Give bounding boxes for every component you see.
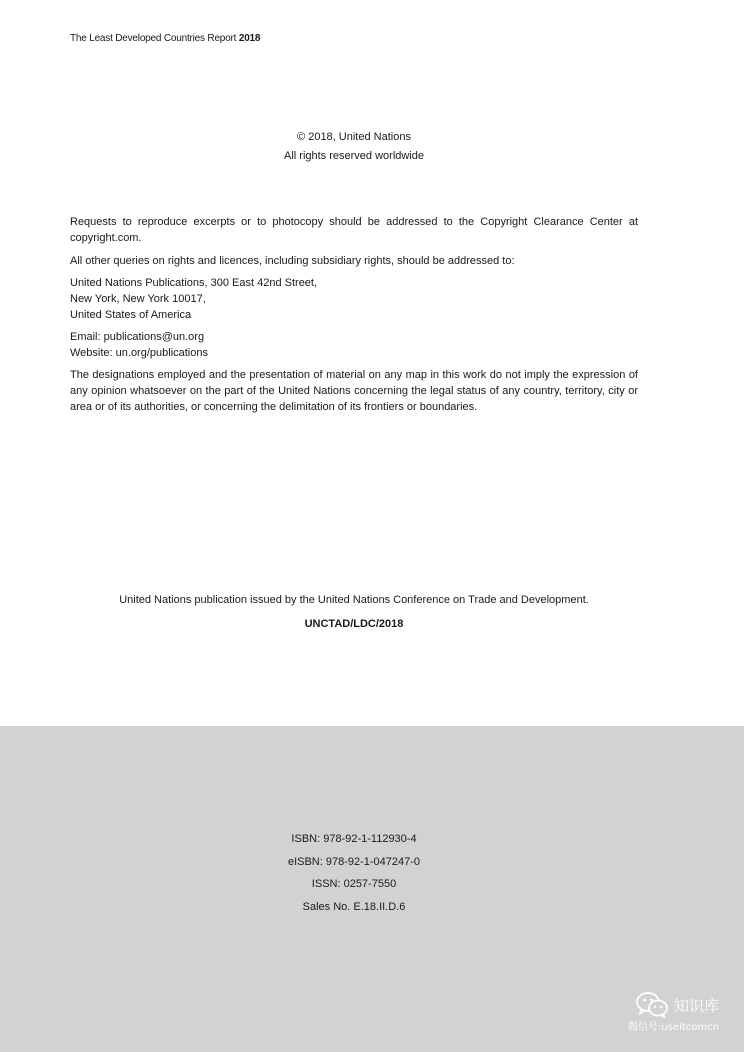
watermark-account: 微信号:useitcomcn <box>628 1022 719 1033</box>
sales-number: Sales No. E.18.II.D.6 <box>302 901 406 914</box>
rights-reserved-line: All rights reserved worldwide <box>284 150 424 162</box>
isbn: ISBN: 978-92-1-112930-4 <box>291 833 417 845</box>
reproduction-requests-paragraph <box>70 214 638 246</box>
publication-identifiers <box>0 828 708 919</box>
other-queries-text: All other queries on rights and licences, including subsidiary rights, should be addressed to: <box>70 255 515 267</box>
watermark <box>622 988 732 1038</box>
address-line: New York, New York 10017, <box>70 293 206 305</box>
eisbn: eISBN: 978-92-1-047247-0 <box>287 855 421 868</box>
issn: ISSN: 0257-7550 <box>311 878 397 891</box>
document-symbol: UNCTAD/LDC/2018 <box>304 618 404 630</box>
email-line: Email: publications@un.org <box>70 331 205 343</box>
address-line: United Nations Publications, 300 East 42nd Street, <box>70 277 318 289</box>
designations-disclaimer <box>70 367 638 415</box>
other-queries-paragraph <box>70 253 638 269</box>
reproduction-requests-text: Requests to reproduce excerpts or to photocopy should be addressed to the Copyright Clearance Center at copyright.com. <box>70 216 638 244</box>
designations-text: The designations employed and the presentation of material on any map in this work do not imply the expression of any opinion whatsoever on the part of the United Nations concerning the legal status of any country, territory, city or area or of its authorities, or concerning the delimitation of its frontiers or boundaries. <box>70 369 638 413</box>
report-year: 2018 <box>238 33 261 44</box>
copyright-line: © 2018, United Nations <box>297 131 411 143</box>
publisher-contact <box>70 329 638 361</box>
running-header <box>70 33 260 44</box>
issuance-statement: United Nations publication issued by the United Nations Conference on Trade and Development. <box>119 594 589 606</box>
watermark-name: 知识库 <box>674 997 720 1015</box>
publisher-address <box>70 275 638 323</box>
copyright-notice <box>0 128 708 166</box>
address-line: United States of America <box>70 309 192 321</box>
report-title: The Least Developed Countries Report <box>70 33 237 44</box>
website-line: Website: un.org/publications <box>70 347 208 359</box>
wechat-icon <box>636 992 668 1018</box>
